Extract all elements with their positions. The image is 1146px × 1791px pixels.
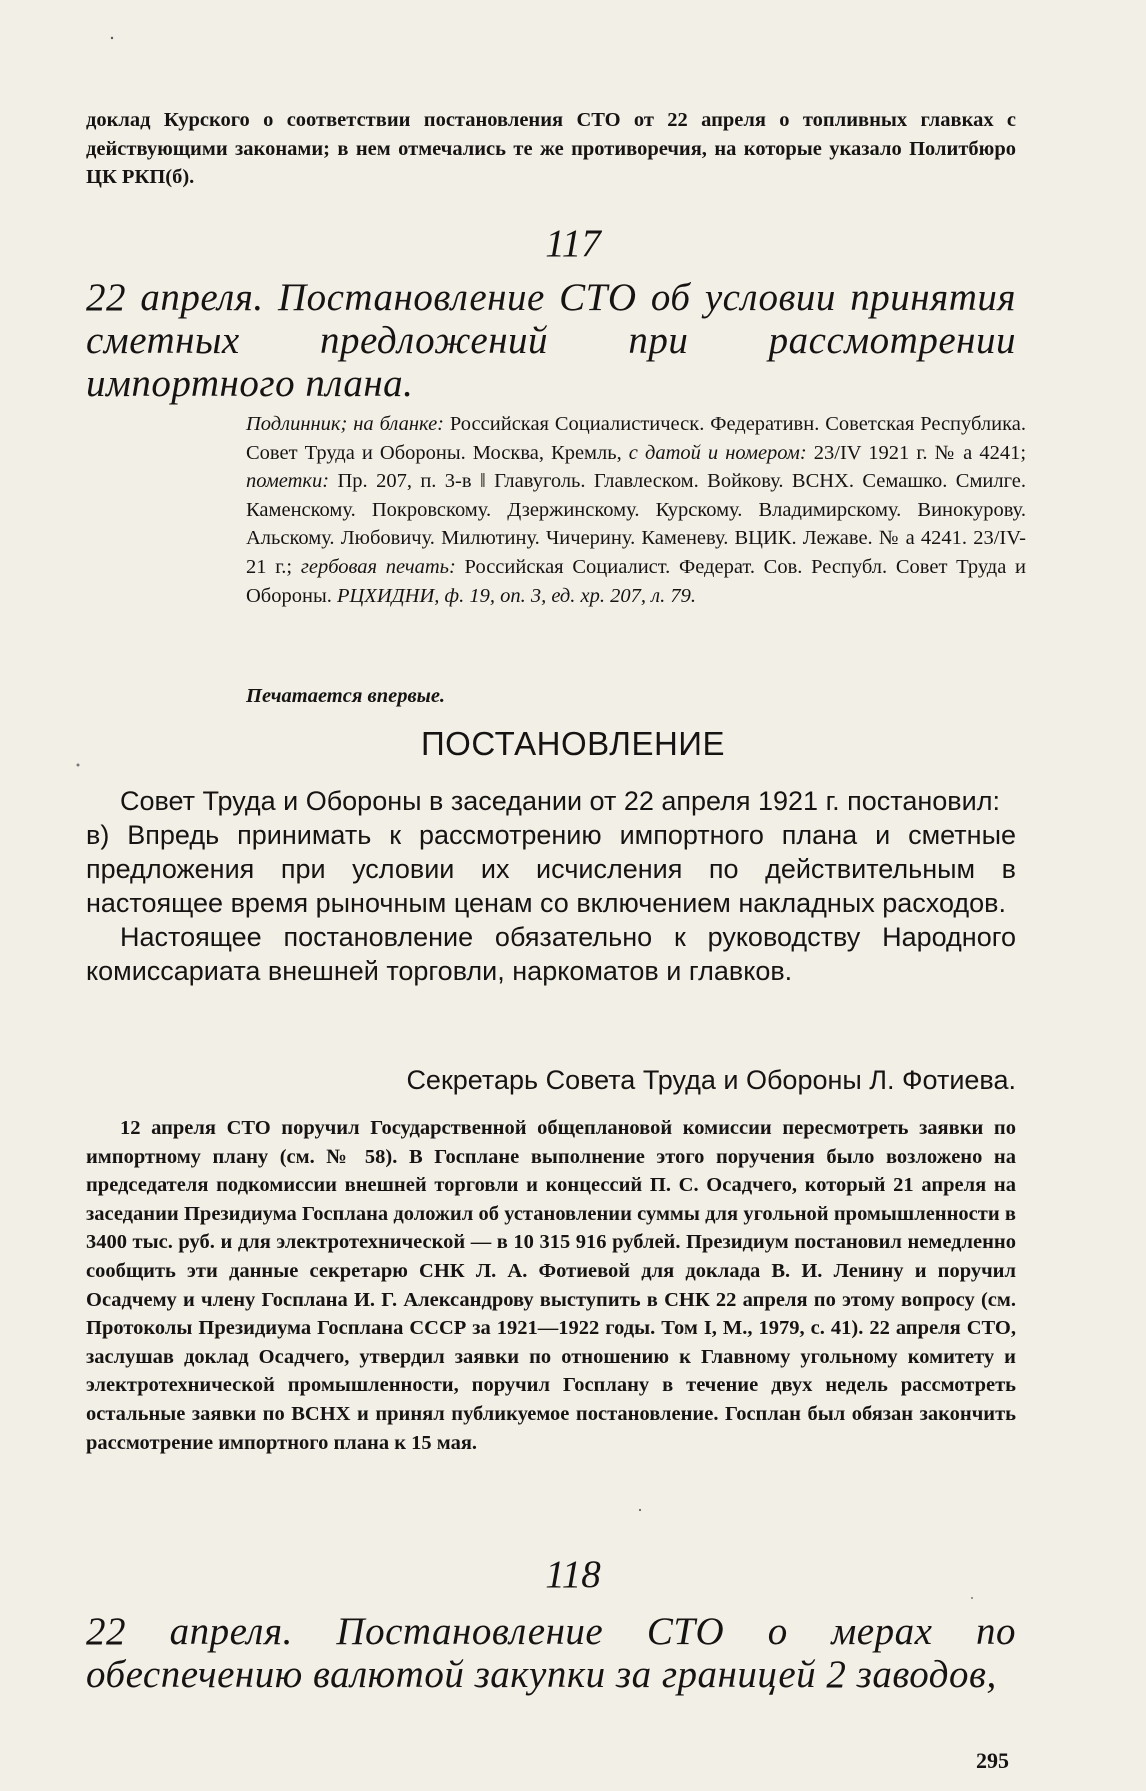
source-original-text: Российская Социалистическ. Федеративн. Советская Республика. Совет Труда и Обороны. Москва, Кремль, xyxy=(246,413,1026,464)
source-seal-label: гербовая печать: xyxy=(300,555,456,578)
signature-line: Секретарь Совета Труда и Обороны Л. Фотиева. xyxy=(406,1065,1016,1095)
source-note xyxy=(246,410,1026,610)
intro-paragraph: доклад Курского о соответствии постановления СТО от 22 апреля о топливных главках с действующими законами; в нем отмечались те же противоречия, на которые указало Политбюро ЦК РКП(б). xyxy=(86,109,1016,188)
decree-body xyxy=(86,784,1016,988)
page-number: 295 xyxy=(976,1748,1009,1773)
document-number-118: 118 xyxy=(545,1553,601,1596)
document-heading-117: 22 апреля. Постановление СТО об условии принятия сметных предложений при рассмотрении импортного плана. xyxy=(86,276,1016,405)
document-heading-118: 22 апреля. Постановление СТО о мерах по обеспечению валютой закупки за границей 2 заводов, xyxy=(86,1610,1016,1696)
archive-reference: РЦХИДНИ, ф. 19, оп. 3, ед. хр. 207, л. 79. xyxy=(336,584,696,607)
decree-binding-clause: Настоящее постановление обязательно к руководству Народного комиссариата внешней торговли, наркоматов и главков. xyxy=(86,922,1016,986)
source-date-label: с датой и номером: xyxy=(628,441,807,464)
decree-title: ПОСТАНОВЛЕНИЕ xyxy=(420,725,726,762)
source-marks-text: Пр. 207, п. 3-в ‖ Главуголь. Главлеском. Войкову. ВСНХ. Семашко. Смилге. Каменскому. Покровскому. Дзержинскому. Курскому. Владимирскому. Винокурову. Альскому. Любовичу. Милютину. Чичерину. Каменеву. ВЦИК. Лежаве. № а 4241. 23/IV-21 г.; xyxy=(246,470,1026,578)
source-seal-text: Российская Социалист. Федерат. Сов. Республ. Совет Труда и Обороны. xyxy=(246,555,1027,607)
source-date-text: 23/IV 1921 г. № а 4241; xyxy=(813,441,1027,464)
printed-first-note: Печатается впервые. xyxy=(246,685,446,707)
source-original-label: Подлинник; на бланке: xyxy=(246,413,444,435)
source-marks-label: пометки: xyxy=(246,470,330,493)
commentary-note xyxy=(86,1114,1016,1457)
document-number-117: 117 xyxy=(545,222,601,265)
decree-intro: Совет Труда и Обороны в заседании от 22 апреля 1921 г. постановил: xyxy=(120,786,1000,816)
commentary-paragraph: 12 апреля СТО поручил Государственной общеплановой комиссии пересмотреть заявки по импортному плану (см. № 58). В Госплане выполнение этого поручения было возложено на председателя подкомиссии внешней торговли и концессий П. С. Осадчего, который 21 апреля на заседании Президиума Госплана доложил об установлении суммы для угольной промышленности в 3400 тыс. руб. и для электротехнической — в 10 315 916 рублей. Президиум постановил немедленно сообщить эти данные секретарю СНК Л. А. Фотиевой для доклада В. И. Ленину и поручил Осадчему и члену Госплана И. Г. Александрову выступить в СНК 22 апреля по этому вопросу (см. Протоколы Президиума Госплана СССР за 1921—1922 годы. Том I, М., 1979, с. 41). 22 апреля СТО, заслушав доклад Осадчего, утвердил заявки по отношению к Главному угольному комитету и электротехнической промышленности, поручил Госплану в течение двух недель рассмотреть остальные заявки по ВСНХ и принял публикуемое постановление. Госплан был обязан закончить рассмотрение импортного плана к 15 мая. xyxy=(86,1117,1016,1454)
decree-point-v: в) Впредь принимать к рассмотрению импортного плана и сметные предложения при условии их исчисления по действительным в настоящее время рыночным ценам со включением накладных расходов. xyxy=(86,820,1016,918)
